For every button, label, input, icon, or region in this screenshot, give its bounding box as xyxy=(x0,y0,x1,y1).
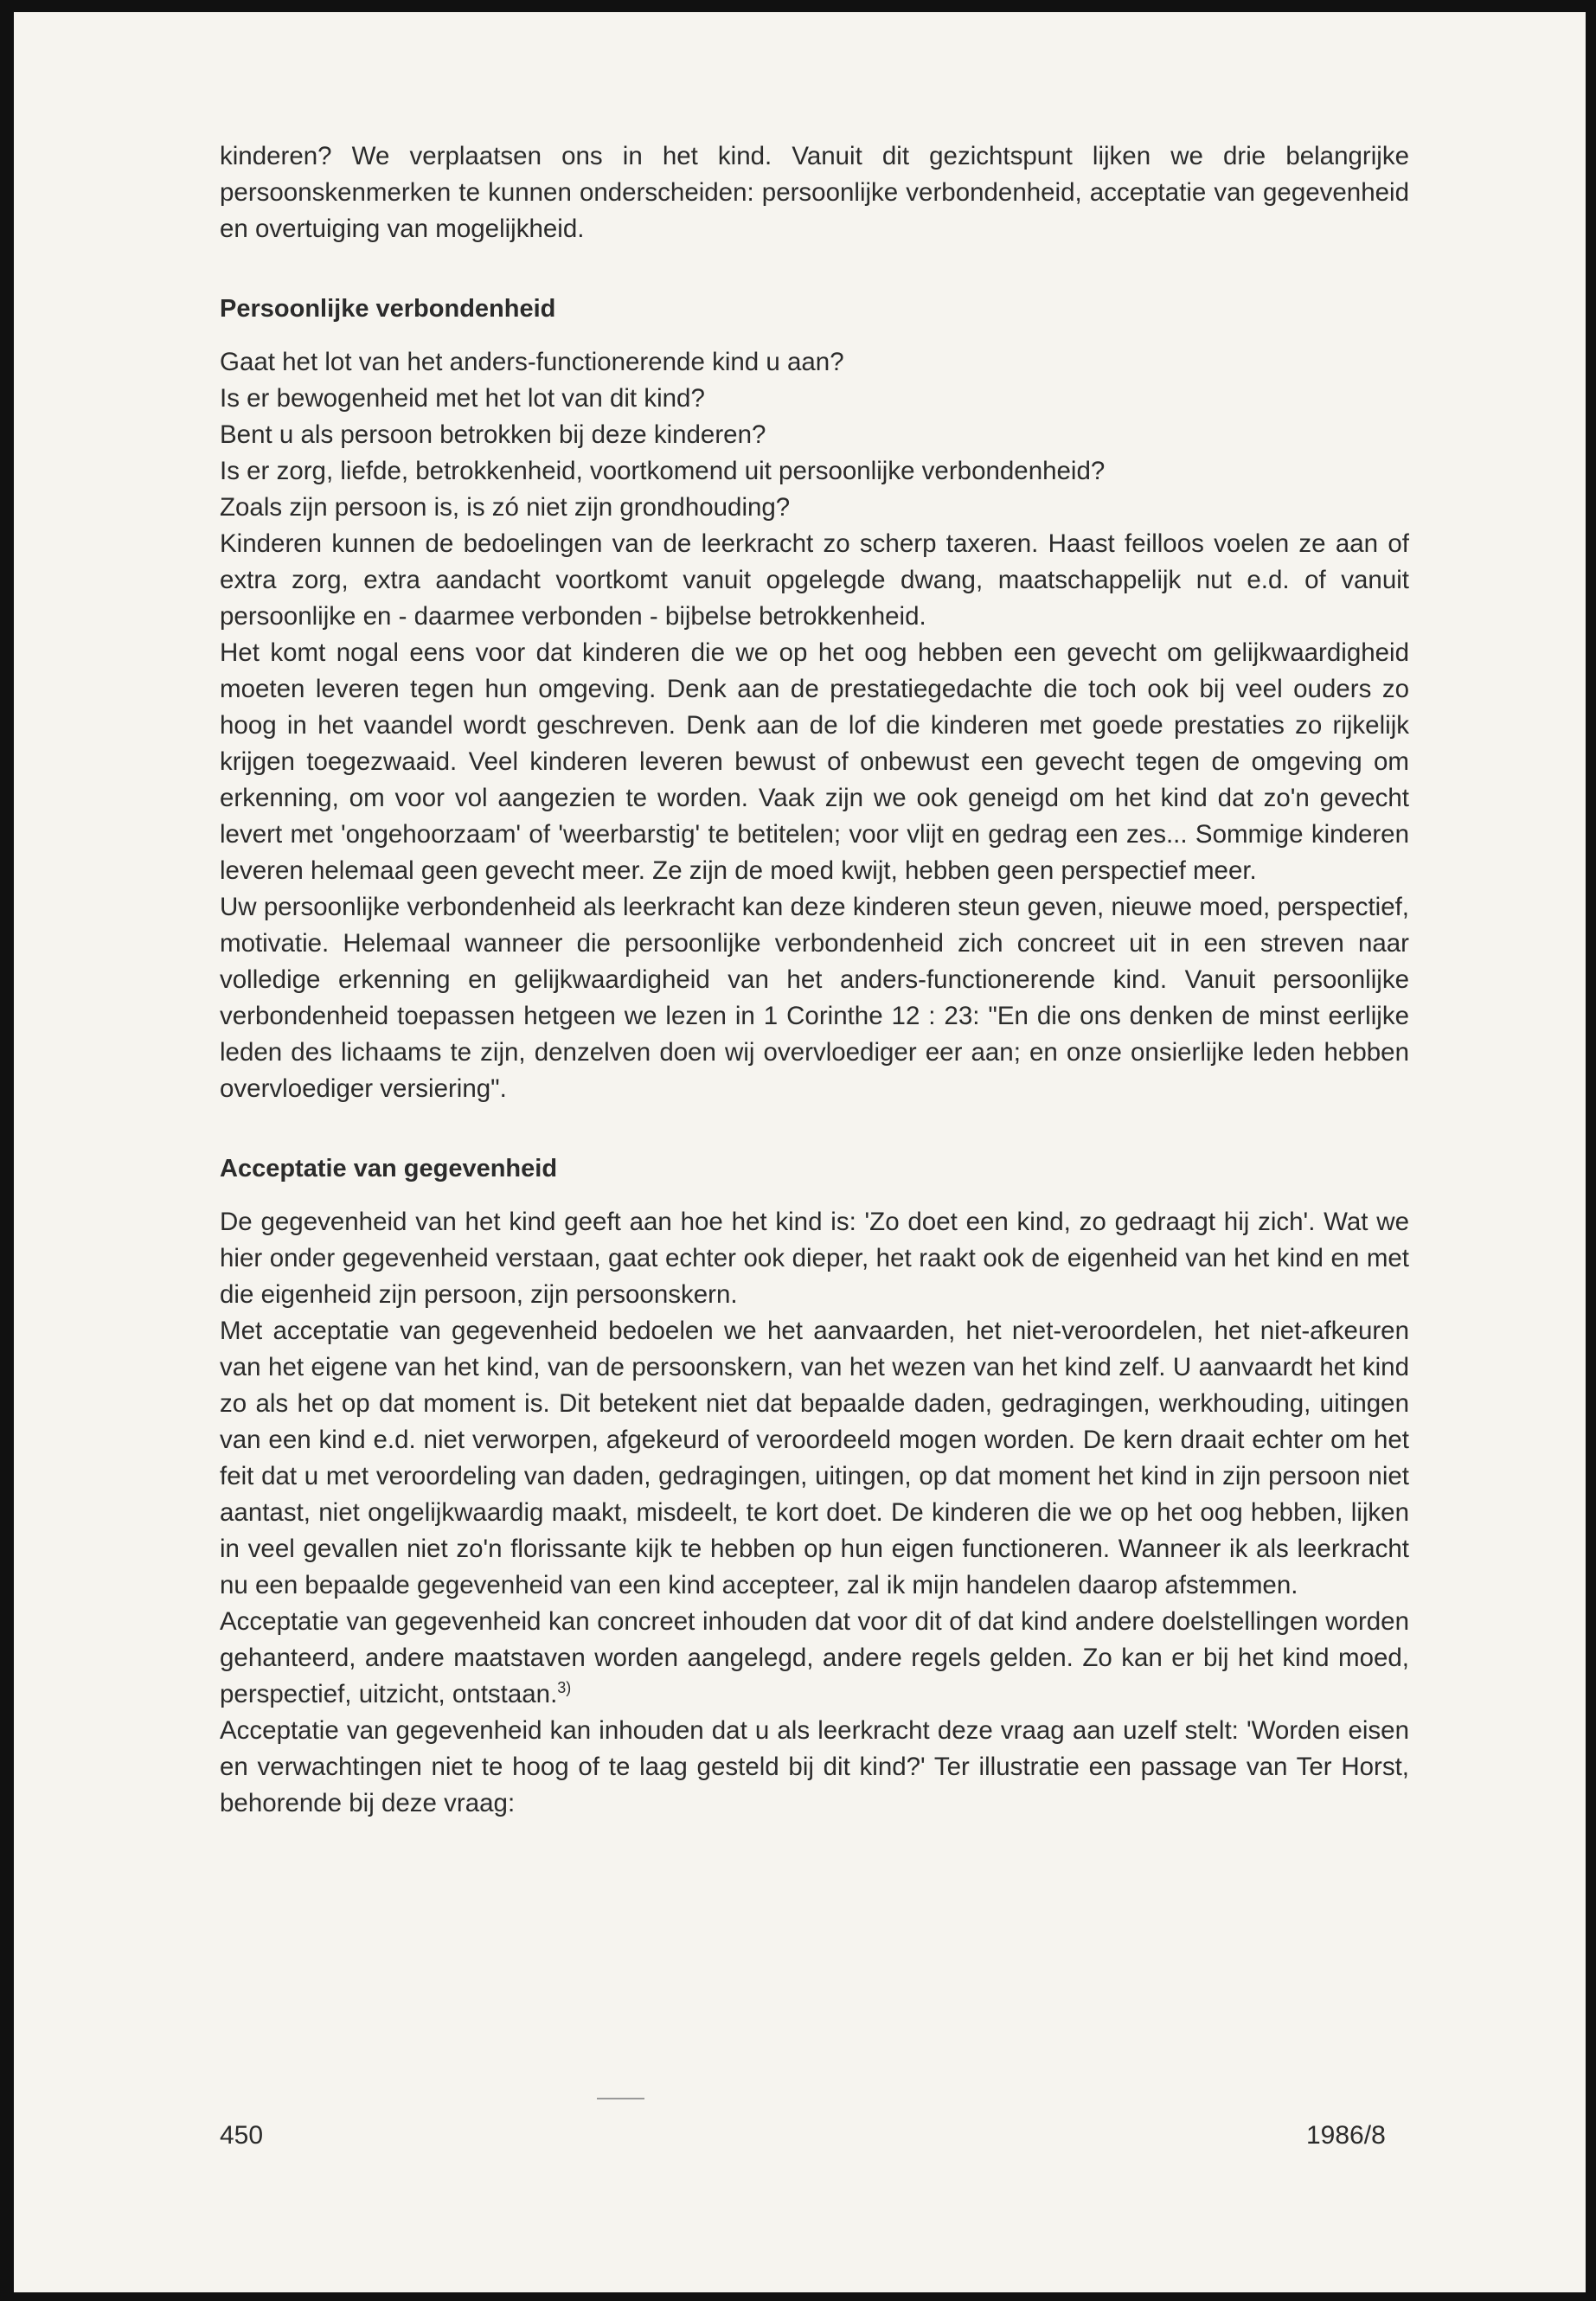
paragraph: Met acceptatie van gegevenheid bedoelen we het aanvaarden, het niet-veroordelen, het niet-afkeuren van het eigene van het kind, van de persoonskern, van het wezen van het kind zelf. U aanvaardt het kind zo als het op dat moment is. Dit betekent niet dat bepaalde daden, gedragingen, werkhouding, uitingen van een kind e.d. niet verworpen, afgekeurd of veroordeeld mogen worden. De kern draait echter om het feit dat u met veroordeling van daden, gedragingen, uitingen, op dat moment het kind in zijn persoon niet aantast, niet ongelijkwaardig maakt, misdeelt, te kort doet. De kinderen die we op het oog hebben, lijken in veel gevallen niet zo'n florissante kijk te hebben op hun eigen functioneren. Wanneer ik als leerkracht nu een bepaalde gegevenheid van een kind accepteer, zal ik mijn handelen daarop afstemmen. xyxy=(220,1317,1409,1599)
paragraph-with-footnote xyxy=(220,1604,1409,1713)
section-heading-acceptatie-van-gegevenheid: Acceptatie van gegevenheid xyxy=(220,1155,558,1183)
question-line: Is er zorg, liefde, betrokkenheid, voortkomend uit persoonlijke verbondenheid? xyxy=(220,457,1106,485)
page-number: 450 xyxy=(220,2121,264,2150)
issue-number: 1986/8 xyxy=(1306,2121,1386,2150)
question-line: Bent u als persoon betrokken bij deze kinderen? xyxy=(220,420,766,449)
section-heading-persoonlijke-verbondenheid: Persoonlijke verbondenheid xyxy=(220,295,556,323)
paragraph: De gegevenheid van het kind geeft aan hoe het kind is: 'Zo doet een kind, zo gedraagt hij zich'. Wat we hier onder gegevenheid verstaan, gaat echter ook dieper, het raakt ook de eigenheid van het kind en met die eigenheid zijn persoon, zijn persoonskern. xyxy=(220,1208,1409,1309)
paragraph: Acceptatie van gegevenheid kan inhouden dat u als leerkracht deze vraag aan uzelf stelt: 'Worden eisen en verwachtingen niet te hoog of te laag gesteld bij dit kind?' Ter illustratie een passage van Ter Horst, behorende bij deze vraag: xyxy=(220,1716,1409,1817)
paragraph-text: Acceptatie van gegevenheid kan concreet inhouden dat voor dit of dat kind andere doelstellingen worden gehanteerd, andere maatstaven worden aangelegd, andere regels gelden. Zo kan er bij het kind moed, perspectief, uitzicht, ontstaan. xyxy=(220,1607,1409,1708)
intro-paragraph: kinderen? We verplaatsen ons in het kind. Vanuit dit gezichtspunt lijken we drie belangrijke persoonskenmerken te kunnen onderscheiden: persoonlijke verbondenheid, acceptatie van gegevenheid en overtuiging van mogelijkheid. xyxy=(220,142,1409,243)
question-line: Is er bewogenheid met het lot van dit kind? xyxy=(220,384,705,413)
page-body xyxy=(220,138,1409,1822)
footer-rule xyxy=(597,2098,644,2099)
footnote-mark: 3) xyxy=(557,1679,572,1697)
question-line: Zoals zijn persoon is, is zó niet zijn grondhouding? xyxy=(220,493,791,522)
question-list xyxy=(220,344,1409,526)
paragraph: Het komt nogal eens voor dat kinderen die we op het oog hebben een gevecht om gelijkwaardigheid moeten leveren tegen hun omgeving. Denk aan de prestatiegedachte die toch ook bij veel ouders zo hoog in het vaandel wordt geschreven. Denk aan de lof die kinderen met goede prestaties zo rijkelijk krijgen toegezwaaid. Veel kinderen leveren bewust of onbewust een gevecht tegen de omgeving om erkenning, om voor vol aangezien te worden. Vaak zijn we ook geneigd om het kind dat zo'n gevecht levert met 'ongehoorzaam' of 'weerbarstig' te betitelen; voor vlijt en gedrag een zes... Sommige kinderen leveren helemaal geen gevecht meer. Ze zijn de moed kwijt, hebben geen perspectief meer. xyxy=(220,638,1409,885)
paragraph: Kinderen kunnen de bedoelingen van de leerkracht zo scherp taxeren. Haast feilloos voelen ze aan of extra zorg, extra aandacht voortkomt vanuit opgelegde dwang, maatschappelijk nut e.d. of vanuit persoonlijke en - daarmee verbonden - bijbelse betrokkenheid. xyxy=(220,529,1409,631)
paragraph: Uw persoonlijke verbondenheid als leerkracht kan deze kinderen steun geven, nieuwe moed, perspectief, motivatie. Helemaal wanneer die persoonlijke verbondenheid zich concreet uit in een streven naar volledige erkenning en gelijkwaardigheid van het anders-functionerende kind. Vanuit persoonlijke verbondenheid toepassen hetgeen we lezen in 1 Corinthe 12 : 23: "En die ons denken de minst eerlijke leden des lichaams te zijn, denzelven doen wij overvloediger eer aan; en onze onsierlijke leden hebben overvloediger versiering". xyxy=(220,893,1409,1103)
question-line: Gaat het lot van het anders-functionerende kind u aan? xyxy=(220,348,844,376)
